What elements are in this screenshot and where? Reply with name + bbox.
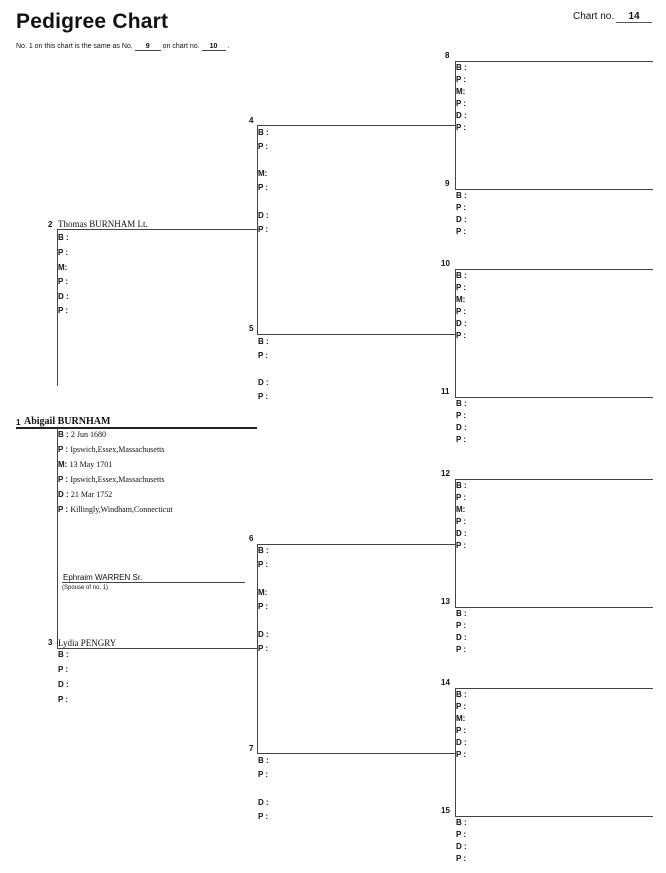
- person-4-married-place[interactable]: P :: [258, 183, 269, 192]
- chart-no-label: Chart no.: [573, 11, 615, 22]
- person-14-married[interactable]: M:: [456, 714, 466, 723]
- person-5-number: 5: [249, 324, 254, 333]
- person-2-died[interactable]: D :: [58, 292, 69, 301]
- person-9-born[interactable]: B :: [456, 191, 467, 200]
- person-2-number: 2: [48, 220, 53, 229]
- person-3-born-place[interactable]: P :: [58, 665, 69, 674]
- person-14-born[interactable]: B :: [456, 690, 467, 699]
- person-13-born-place[interactable]: P :: [456, 621, 467, 630]
- person-1-born: B : 2 Jun 1680: [58, 430, 107, 439]
- person-12-number: 12: [441, 469, 450, 478]
- person-8-line: [455, 61, 653, 62]
- person-15-died-place[interactable]: P :: [456, 854, 467, 863]
- person-1-number: 1: [16, 418, 21, 427]
- on-chart-no-field[interactable]: 10: [202, 43, 226, 51]
- person-4-number: 4: [249, 116, 254, 125]
- person-6-line: [257, 544, 455, 545]
- person-1-line: [16, 427, 257, 429]
- person-10-born-place[interactable]: P :: [456, 283, 467, 292]
- person-12-married-place[interactable]: P :: [456, 517, 467, 526]
- person-11-born-place[interactable]: P :: [456, 411, 467, 420]
- same-as-no-field[interactable]: 9: [135, 43, 161, 51]
- person-10-married-place[interactable]: P :: [456, 307, 467, 316]
- person-14-died[interactable]: D :: [456, 738, 467, 747]
- person-1-died: D : 21 Mar 1752: [58, 490, 113, 499]
- person-3-name[interactable]: Lydia PENGRY: [58, 638, 117, 648]
- person-3-born[interactable]: B :: [58, 650, 69, 659]
- person-7-born-place[interactable]: P :: [258, 770, 269, 779]
- person-1-died-place: P : Killingly,Windham,Connecticut: [58, 505, 173, 514]
- person-5-died[interactable]: D :: [258, 378, 269, 387]
- person-4-died[interactable]: D :: [258, 211, 269, 220]
- person-4-line: [257, 125, 455, 126]
- person-7-born[interactable]: B :: [258, 756, 269, 765]
- person-6-died-place[interactable]: P :: [258, 644, 269, 653]
- person-6-married[interactable]: M:: [258, 588, 268, 597]
- person-3-died[interactable]: D :: [58, 680, 69, 689]
- person-4-died-place[interactable]: P :: [258, 225, 269, 234]
- person-11-line: [455, 397, 653, 398]
- person-14-died-place[interactable]: P :: [456, 750, 467, 759]
- person-1-married: M: 13 May 1701: [58, 460, 113, 469]
- person-13-born[interactable]: B :: [456, 609, 467, 618]
- person-11-died-place[interactable]: P :: [456, 435, 467, 444]
- person-4-born[interactable]: B :: [258, 128, 269, 137]
- person-7-line: [257, 753, 455, 754]
- person-5-born[interactable]: B :: [258, 337, 269, 346]
- person-13-number: 13: [441, 597, 450, 606]
- person-10-born[interactable]: B :: [456, 271, 467, 280]
- person-1-born-value[interactable]: 2 Jun 1680: [70, 430, 107, 439]
- person-12-died-place[interactable]: P :: [456, 541, 467, 550]
- same-as-line: [16, 43, 229, 51]
- person-12-died[interactable]: D :: [456, 529, 467, 538]
- person-3-died-place[interactable]: P :: [58, 695, 69, 704]
- person-12-born-place[interactable]: P :: [456, 493, 467, 502]
- person-1-died-place-value[interactable]: Killingly,Windham,Connecticut: [70, 505, 173, 514]
- person-10-married[interactable]: M:: [456, 295, 466, 304]
- person-2-line: [57, 229, 257, 230]
- person-9-line: [455, 189, 653, 190]
- sub-period: .: [227, 43, 230, 50]
- person-10-died-place[interactable]: P :: [456, 331, 467, 340]
- person-13-line: [455, 607, 653, 608]
- person-1-died-value[interactable]: 21 Mar 1752: [70, 490, 113, 499]
- person-2-born[interactable]: B :: [58, 233, 69, 242]
- person-7-died[interactable]: D :: [258, 798, 269, 807]
- person-10-died[interactable]: D :: [456, 319, 467, 328]
- person-5-died-place[interactable]: P :: [258, 392, 269, 401]
- person-6-born-place[interactable]: P :: [258, 560, 269, 569]
- person-12-line: [455, 479, 653, 480]
- spouse-name[interactable]: Ephraim WARREN Sr.: [63, 573, 143, 582]
- page-title: Pedigree Chart: [16, 10, 169, 33]
- person-8-married-place[interactable]: P :: [456, 99, 467, 108]
- person-12-born[interactable]: B :: [456, 481, 467, 490]
- person-6-number: 6: [249, 534, 254, 543]
- person-15-died[interactable]: D :: [456, 842, 467, 851]
- person-2-married[interactable]: M:: [58, 263, 68, 272]
- person-6-died[interactable]: D :: [258, 630, 269, 639]
- person-3-line: [57, 648, 257, 649]
- person-9-died[interactable]: D :: [456, 215, 467, 224]
- person-11-died[interactable]: D :: [456, 423, 467, 432]
- person-14-married-place[interactable]: P :: [456, 726, 467, 735]
- person-1-born-place: P : Ipswich,Essex,Massachusetts: [58, 445, 165, 454]
- person-15-number: 15: [441, 806, 450, 815]
- person-15-born-place[interactable]: P :: [456, 830, 467, 839]
- person-2-married-place[interactable]: P :: [58, 277, 69, 286]
- person-4-born-place[interactable]: P :: [258, 142, 269, 151]
- person-1-married-place: P : Ipswich,Essex,Massachusetts: [58, 475, 165, 484]
- person-3-number: 3: [48, 638, 53, 647]
- person-13-died[interactable]: D :: [456, 633, 467, 642]
- chart-no-field[interactable]: 14: [616, 11, 652, 23]
- person-8-died[interactable]: D :: [456, 111, 467, 120]
- person-1-married-place-value[interactable]: Ipswich,Essex,Massachusetts: [70, 475, 165, 484]
- person-4-married[interactable]: M:: [258, 169, 268, 178]
- person-5-born-place[interactable]: P :: [258, 351, 269, 360]
- gen2-bracket-lower: [57, 428, 58, 648]
- person-7-died-place[interactable]: P :: [258, 812, 269, 821]
- person-14-line: [455, 688, 653, 689]
- person-9-died-place[interactable]: P :: [456, 227, 467, 236]
- person-2-name[interactable]: Thomas BURNHAM Lt.: [58, 219, 148, 229]
- person-10-line: [455, 269, 653, 270]
- person-2-born-place[interactable]: P :: [58, 248, 69, 257]
- person-10-number: 10: [441, 259, 450, 268]
- person-8-born-place[interactable]: P :: [456, 75, 467, 84]
- person-8-married[interactable]: M:: [456, 87, 466, 96]
- person-1-name[interactable]: Abigail BURNHAM: [24, 416, 111, 427]
- person-9-born-place[interactable]: P :: [456, 203, 467, 212]
- person-15-born[interactable]: B :: [456, 818, 467, 827]
- person-8-number: 8: [445, 51, 450, 60]
- same-as-prefix: No. 1 on this chart is the same as No.: [16, 43, 133, 50]
- spouse-note: (Spouse of no. 1): [62, 585, 109, 591]
- person-12-married[interactable]: M:: [456, 505, 466, 514]
- spouse-line: [62, 582, 245, 583]
- person-6-married-place[interactable]: P :: [258, 602, 269, 611]
- person-6-born[interactable]: B :: [258, 546, 269, 555]
- person-9-number: 9: [445, 179, 450, 188]
- person-11-born[interactable]: B :: [456, 399, 467, 408]
- person-5-line: [257, 334, 455, 335]
- person-2-died-place[interactable]: P :: [58, 306, 69, 315]
- person-13-died-place[interactable]: P :: [456, 645, 467, 654]
- person-14-born-place[interactable]: P :: [456, 702, 467, 711]
- person-1-born-place-value[interactable]: Ipswich,Essex,Massachusetts: [70, 445, 165, 454]
- person-14-number: 14: [441, 678, 450, 687]
- person-8-born[interactable]: B :: [456, 63, 467, 72]
- person-1-married-value[interactable]: 13 May 1701: [69, 460, 113, 469]
- person-7-number: 7: [249, 744, 254, 753]
- on-chart-label: on chart no.: [162, 43, 200, 50]
- person-11-number: 11: [441, 387, 450, 396]
- person-15-line: [455, 816, 653, 817]
- person-8-died-place[interactable]: P :: [456, 123, 467, 132]
